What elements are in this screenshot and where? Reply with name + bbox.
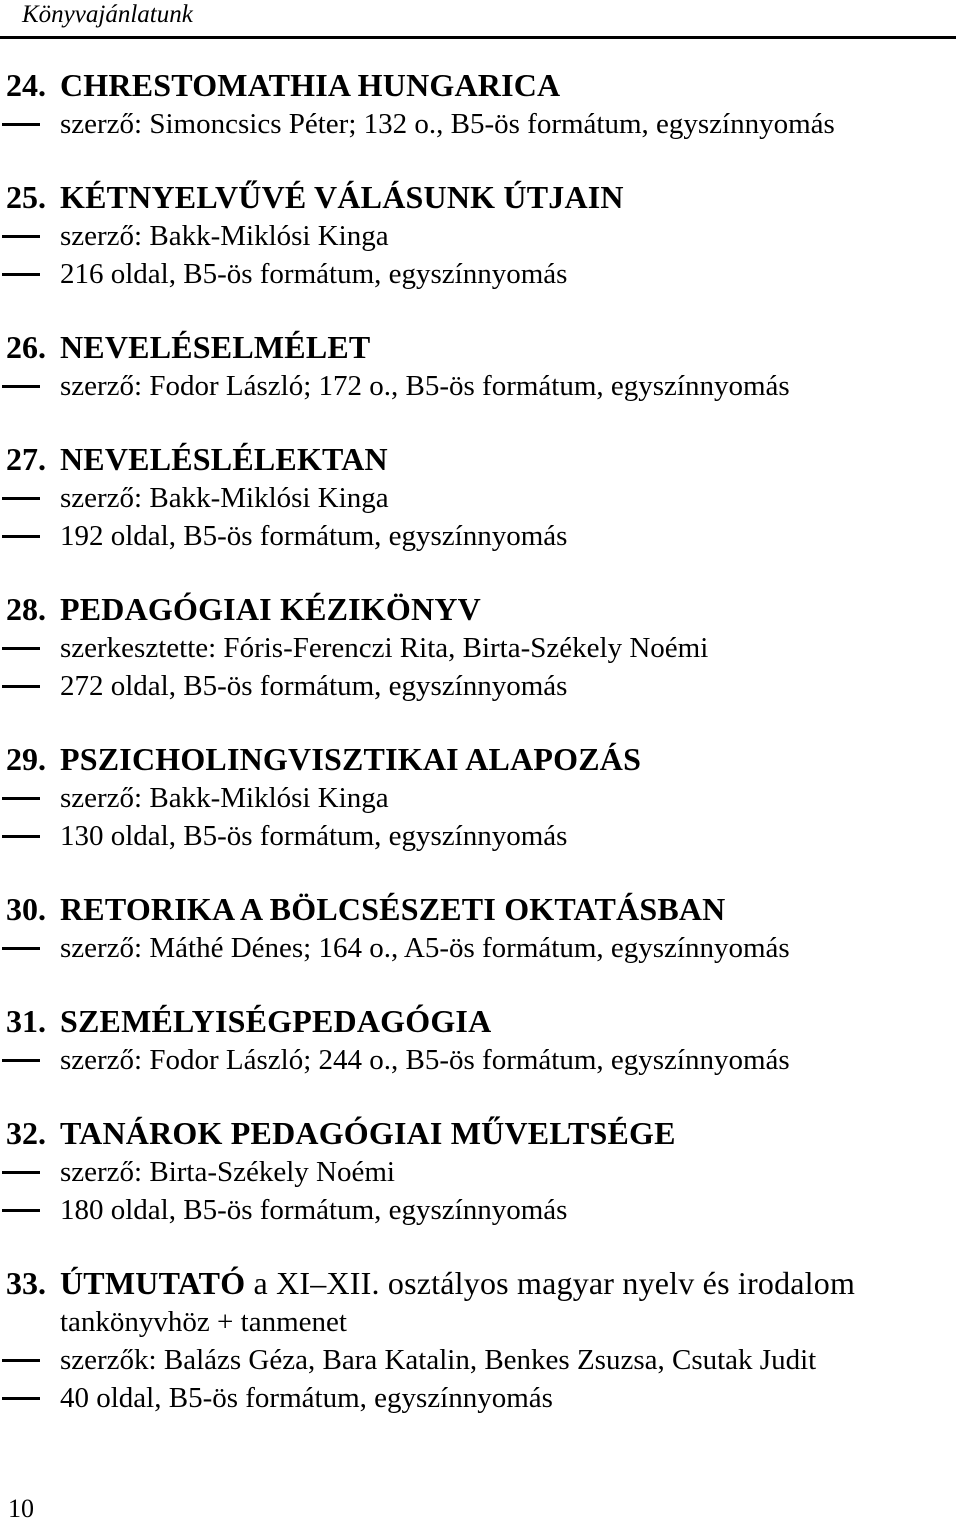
dash-bullet-icon — [2, 947, 40, 950]
book-detail-text: szerkesztette: Fóris-Ferenczi Rita, Birta-Székely Noémi — [60, 632, 709, 664]
book-detail-text: szerző: Bakk-Miklósi Kinga — [60, 220, 389, 252]
dash-bullet-icon — [2, 685, 40, 688]
book-detail-text: szerző: Bakk-Miklósi Kinga — [60, 782, 389, 814]
book-detail-text: szerző: Máthé Dénes; 164 o., A5-ös formátum, egyszínnyomás — [60, 932, 790, 964]
book-detail-text: 130 oldal, B5-ös formátum, egyszínnyomás — [60, 820, 568, 852]
book-detail — [0, 667, 960, 705]
book-title: NEVELÉSELMÉLET — [60, 329, 371, 365]
page-number: 10 — [8, 1494, 34, 1523]
book-detail — [0, 629, 960, 667]
book-title-row — [0, 440, 960, 479]
book-number: 29. — [6, 741, 46, 777]
book-title: KÉTNYELVŰVÉ VÁLÁSUNK ÚTJAIN — [60, 179, 624, 215]
book-title-continuation: tankönyvhöz + tanmenet — [60, 1306, 347, 1338]
book-detail — [0, 217, 960, 255]
book-title-row — [0, 178, 960, 217]
book-detail — [0, 367, 960, 405]
book-title-row — [0, 1002, 960, 1041]
book-title: RETORIKA A BÖLCSÉSZETI OKTATÁSBAN — [60, 891, 726, 927]
book-detail — [0, 779, 960, 817]
book-title-row — [0, 890, 960, 929]
book-detail — [0, 255, 960, 293]
book-number: 32. — [6, 1115, 46, 1151]
dash-bullet-icon — [2, 647, 40, 650]
dash-bullet-icon — [2, 273, 40, 276]
page-header — [0, 0, 956, 39]
dash-bullet-icon — [2, 235, 40, 238]
book-detail — [0, 1379, 960, 1417]
book-entry — [0, 1114, 960, 1229]
book-entry — [0, 1002, 960, 1079]
book-title: PEDAGÓGIAI KÉZIKÖNYV — [60, 591, 481, 627]
book-detail-text: szerző: Simoncsics Péter; 132 o., B5-ös formátum, egyszínnyomás — [60, 108, 835, 140]
dash-bullet-icon — [2, 1171, 40, 1174]
book-detail-text: 40 oldal, B5-ös formátum, egyszínnyomás — [60, 1382, 553, 1414]
book-detail-text: szerző: Fodor László; 172 o., B5-ös formátum, egyszínnyomás — [60, 370, 790, 402]
dash-bullet-icon — [2, 497, 40, 500]
book-entry — [0, 890, 960, 967]
book-title-part: XI–XII. — [276, 1265, 380, 1301]
book-entry — [0, 66, 960, 143]
book-detail — [0, 105, 960, 143]
book-title: NEVELÉSLÉLEKTAN — [60, 441, 388, 477]
dash-bullet-icon — [2, 1359, 40, 1362]
book-detail-text: 272 oldal, B5-ös formátum, egyszínnyomás — [60, 670, 568, 702]
book-title-row — [0, 740, 960, 779]
book-entry — [0, 178, 960, 293]
book-detail — [0, 1153, 960, 1191]
book-number: 28. — [6, 591, 46, 627]
book-title: PSZICHOLINGVISZTIKAI ALAPOZÁS — [60, 741, 642, 777]
book-title: SZEMÉLYISÉGPEDAGÓGIA — [60, 1003, 492, 1039]
book-detail — [0, 1041, 960, 1079]
dash-bullet-icon — [2, 123, 40, 126]
book-title-row — [0, 66, 960, 105]
book-detail-text: 180 oldal, B5-ös formátum, egyszínnyomás — [60, 1194, 568, 1226]
book-title: CHRESTOMATHIA HUNGARICA — [60, 67, 561, 103]
dash-bullet-icon — [2, 535, 40, 538]
book-number: 30. — [6, 891, 46, 927]
book-detail-text: 216 oldal, B5-ös formátum, egyszínnyomás — [60, 258, 568, 290]
book-title-part: ÚTMUTATÓ — [60, 1265, 246, 1301]
book-entry — [0, 440, 960, 555]
dash-bullet-icon — [2, 1209, 40, 1212]
book-entry — [0, 1264, 960, 1417]
book-detail — [0, 1191, 960, 1229]
book-detail-text: 192 oldal, B5-ös formátum, egyszínnyomás — [60, 520, 568, 552]
book-entry — [0, 740, 960, 855]
book-detail — [0, 517, 960, 555]
book-entry — [0, 328, 960, 405]
book-title-part: osztályos magyar nyelv és irodalom — [387, 1265, 856, 1301]
book-title-row — [0, 1264, 960, 1303]
book-title — [60, 1264, 855, 1303]
book-detail-text: szerzők: Balázs Géza, Bara Katalin, Benkes Zsuzsa, Csutak Judit — [60, 1344, 817, 1376]
book-number: 31. — [6, 1003, 46, 1039]
book-number: 25. — [6, 179, 46, 215]
book-number: 24. — [6, 67, 46, 103]
dash-bullet-icon — [2, 835, 40, 838]
header-title: Könyvajánlatunk — [22, 1, 193, 28]
book-detail — [0, 1341, 960, 1379]
dash-bullet-icon — [2, 1397, 40, 1400]
dash-bullet-icon — [2, 1059, 40, 1062]
book-title-row — [0, 590, 960, 629]
book-title-part: a — [253, 1265, 268, 1301]
dash-bullet-icon — [2, 797, 40, 800]
book-title: TANÁROK PEDAGÓGIAI MŰVELTSÉGE — [60, 1115, 676, 1151]
book-list — [0, 66, 960, 1452]
book-number: 27. — [6, 441, 46, 477]
book-detail-text: szerző: Bakk-Miklósi Kinga — [60, 482, 389, 514]
book-number: 33. — [6, 1265, 46, 1301]
book-title-row — [0, 328, 960, 367]
book-number: 26. — [6, 329, 46, 365]
book-detail — [0, 817, 960, 855]
book-detail — [0, 479, 960, 517]
book-detail-text: szerző: Birta-Székely Noémi — [60, 1156, 395, 1188]
dash-bullet-icon — [2, 385, 40, 388]
book-entry — [0, 590, 960, 705]
book-title-row — [0, 1114, 960, 1153]
book-detail — [0, 929, 960, 967]
book-detail-text: szerző: Fodor László; 244 o., B5-ös formátum, egyszínnyomás — [60, 1044, 790, 1076]
